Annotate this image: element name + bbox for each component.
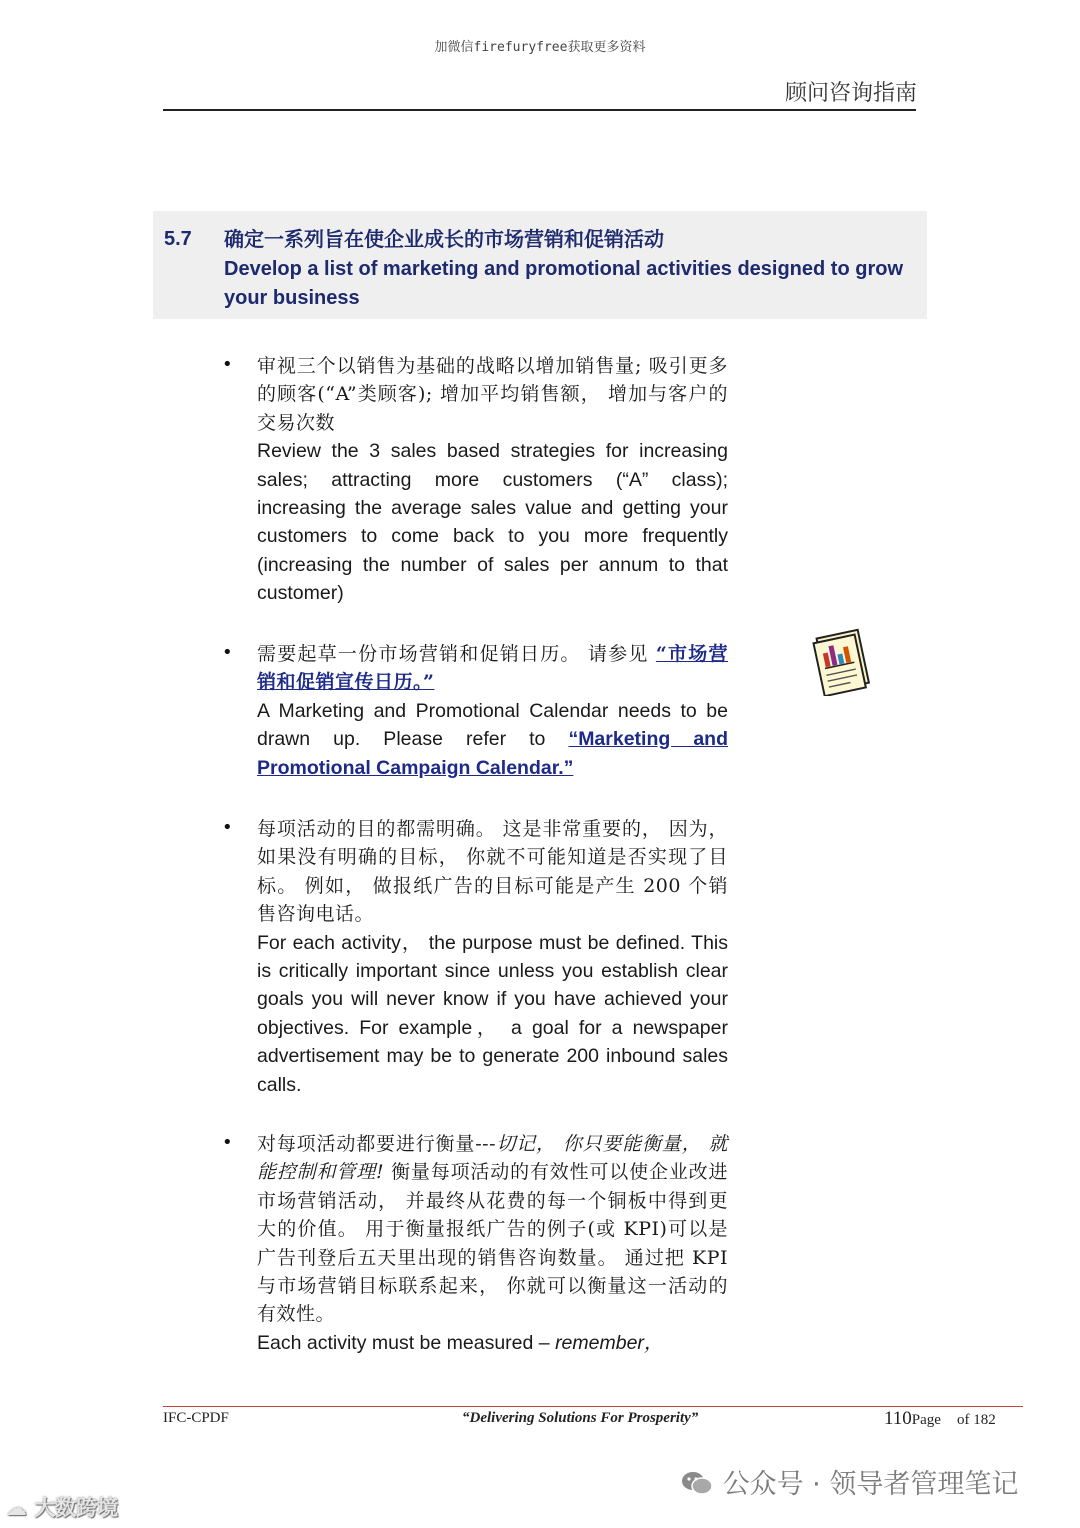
- list-item: [257, 352, 728, 608]
- item-text-en: For each activity， the purpose must be defined. This is critically important since unless you establish clear goals you will never know if you have achieved your objectives. For example， a goal for a newspaper advertisement may be to generate 200 inbound sales calls.: [257, 931, 728, 1096]
- bullet-marker: •: [222, 817, 233, 838]
- section-title-en: Develop a list of marketing and promotional activities designed to grow your business: [224, 258, 904, 309]
- header-rule: [163, 109, 916, 111]
- wechat-watermark-text: 公众号 · 领导者管理笔记: [722, 1469, 1019, 1500]
- footer-slogan: “Delivering Solutions For Prosperity”: [462, 1410, 699, 1426]
- item-text-zh-rest: 衡量每项活动的有效性可以使企业改进市场营销活动， 并最终从花费的每一个铜板中得到更大的价值。 用于衡量报纸广告的例子(或 KPI)可以是广告刊登后五天里出现的销售咨询数量。 通过把 KPI 与市场营销目标联系起来， 你就可以衡量这一活动的有效性。: [257, 1161, 729, 1326]
- list-item: [257, 640, 728, 782]
- cloud-icon: ☁: [6, 1496, 27, 1520]
- header-title: 顾问咨询指南: [784, 81, 917, 106]
- item-emphasis-zh: 切记， 你只要能衡量， 就能控制和管理!: [257, 1133, 728, 1184]
- wechat-watermark: [680, 1462, 1018, 1501]
- item-text-zh: 审视三个以销售为基础的战略以增加销售量; 吸引更多的顾客(“A”类顾客); 增加平均销售额， 增加与客户的交易次数: [257, 355, 728, 434]
- bullet-marker: •: [222, 1132, 233, 1153]
- document-chart-icon: [808, 628, 874, 696]
- corner-watermark: [6, 1492, 118, 1522]
- list-item: [257, 815, 728, 1099]
- footer-rule: [163, 1406, 1023, 1407]
- item-text-zh: 需要起草一份市场营销和促销日历。 请参见: [257, 643, 649, 665]
- calendar-link-en[interactable]: “Marketing and Promotional Campaign Calendar.”: [257, 728, 729, 779]
- item-text-en: Review the 3 sales based strategies for increasing sales; attracting more customers (“A” class); increasing the average sales value and getting your customers to come back to you more frequently (increasing the number of sales per annum to that customer): [257, 440, 728, 605]
- bullet-marker: •: [222, 642, 233, 663]
- item-text-en: A Marketing and Promotional Calendar needs to be drawn up. Please refer to: [257, 699, 728, 751]
- footer-page-info: [884, 1408, 996, 1430]
- page-total: of 182: [956, 1412, 996, 1428]
- section-title-zh: 确定一系列旨在使企业成长的市场营销和促销活动: [224, 229, 664, 251]
- item-emphasis-en: remember，: [555, 1331, 664, 1354]
- list-item: [257, 1130, 728, 1357]
- corner-watermark-text: 大数跨境: [34, 1496, 119, 1520]
- wechat-icon: [680, 1470, 714, 1496]
- section-title: [224, 226, 914, 313]
- item-text-en: Each activity must be measured –: [257, 1331, 556, 1354]
- bullet-marker: •: [222, 354, 233, 375]
- page-word: Page: [911, 1412, 941, 1428]
- section-number: 5.7: [164, 228, 192, 250]
- top-note: 加微信firefuryfree获取更多资料: [434, 40, 646, 55]
- item-text-zh: 对每项活动都要进行衡量---: [257, 1133, 496, 1155]
- item-text-zh: 每项活动的目的都需明确。 这是非常重要的， 因为， 如果没有明确的目标， 你就不可能知道是否实现了目标。 例如， 做报纸广告的目标可能是产生 200 个销售咨询电话。: [257, 818, 728, 926]
- footer-doc-code: IFC-CPDF: [163, 1410, 229, 1426]
- calendar-link-zh[interactable]: “市场营销和促销宣传日历。”: [257, 643, 729, 694]
- page-number: 110: [884, 1408, 912, 1429]
